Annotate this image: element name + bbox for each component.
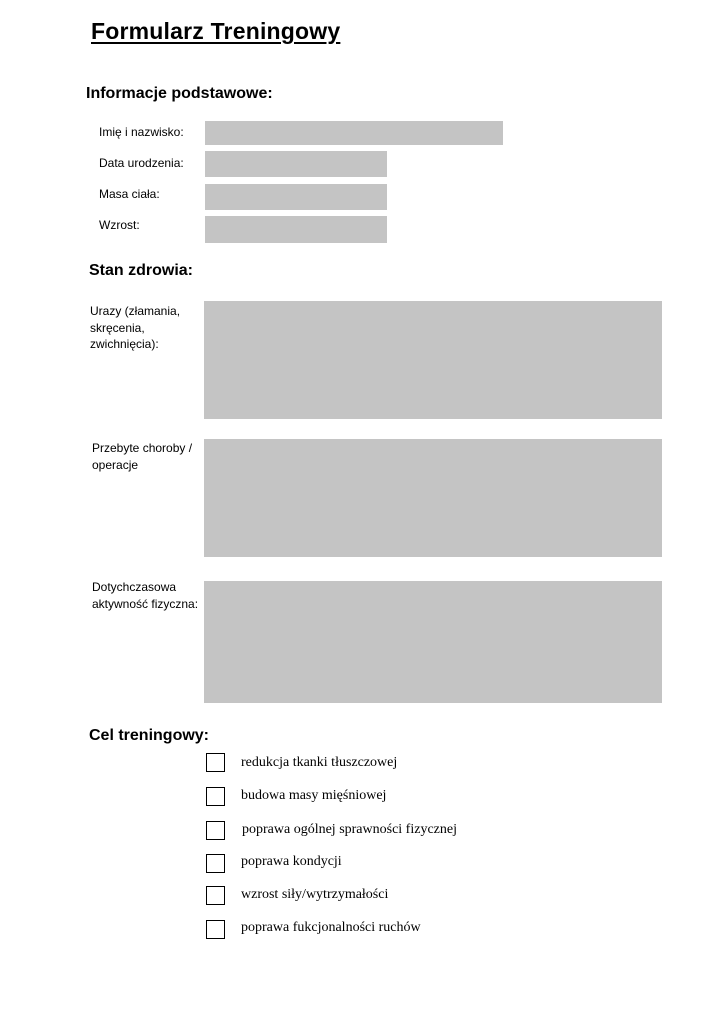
goal-label-muscle-building: budowa masy mięśniowej — [241, 788, 387, 803]
goal-checkbox-general-fitness[interactable] — [206, 821, 225, 840]
health-heading: Stan zdrowia: — [89, 262, 194, 279]
illnesses-label: Przebyte choroby / operacje — [92, 441, 193, 472]
goal-checkbox-movement[interactable] — [206, 920, 225, 939]
body-mass-label: Masa ciała: — [99, 187, 160, 201]
goal-label-general-fitness: poprawa ogólnej sprawności fizycznej — [242, 822, 457, 837]
goal-checkbox-muscle-building[interactable] — [206, 787, 225, 806]
goal-checkbox-strength[interactable] — [206, 886, 225, 905]
birth-date-label: Data urodzenia: — [99, 156, 184, 170]
activity-textarea[interactable] — [204, 581, 662, 703]
name-input[interactable] — [205, 121, 503, 145]
activity-label: Dotychczasowa aktywność fizyczna: — [92, 580, 199, 611]
height-label: Wzrost: — [99, 218, 140, 232]
injuries-textarea[interactable] — [204, 301, 662, 419]
name-label: Imię i nazwisko: — [99, 125, 184, 139]
goals-heading: Cel treningowy: — [89, 727, 210, 744]
goal-label-strength: wzrost siły/wytrzymałości — [241, 887, 389, 902]
goal-checkbox-fat-reduction[interactable] — [206, 753, 225, 772]
goal-checkbox-condition[interactable] — [206, 854, 225, 873]
page-title: Formularz Treningowy — [91, 18, 341, 44]
height-input[interactable] — [205, 216, 387, 243]
goal-label-fat-reduction: redukcja tkanki tłuszczowej — [241, 755, 398, 770]
injuries-label: Urazy (złamania, skręcenia, zwichnięcia): — [90, 304, 181, 351]
birth-date-input[interactable] — [205, 151, 387, 177]
body-mass-input[interactable] — [205, 184, 387, 210]
illnesses-textarea[interactable] — [204, 439, 662, 557]
basic-info-heading: Informacje podstawowe: — [86, 85, 273, 102]
goal-label-movement: poprawa fukcjonalności ruchów — [241, 920, 421, 935]
goal-label-condition: poprawa kondycji — [241, 854, 342, 869]
